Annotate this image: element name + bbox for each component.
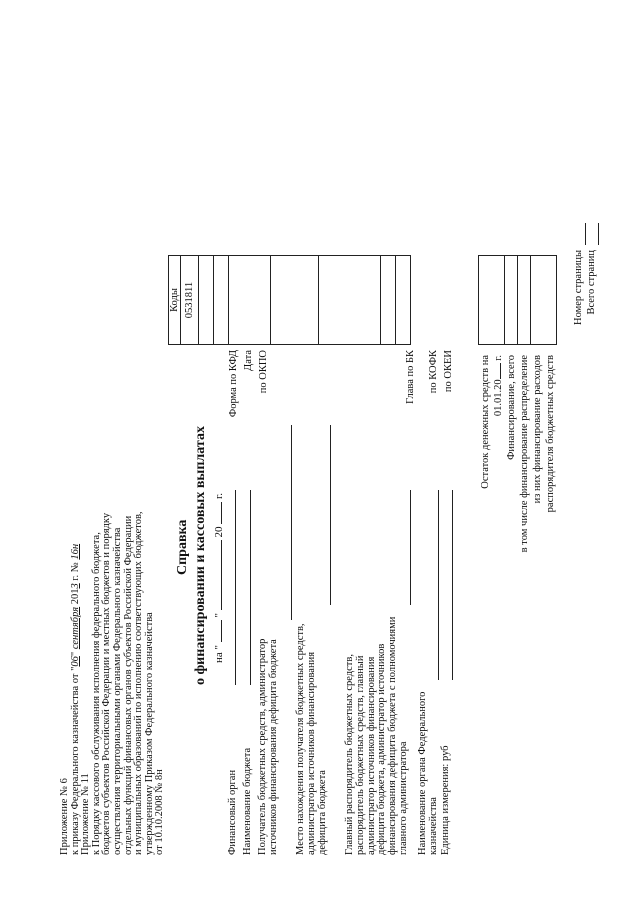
field-budget-name[interactable] — [250, 490, 251, 685]
code-okei[interactable] — [396, 256, 411, 345]
label-unit: Единица измерения: руб — [440, 745, 451, 855]
label-recipient: Получатель бюджетных средств, администратор источников финансирования дефицита бюджета — [257, 638, 279, 855]
label-okpo: по ОКПО — [258, 350, 269, 394]
label-financing-total: Финансирование, всего — [506, 355, 517, 460]
label-budget-name: Наименование бюджета — [242, 747, 253, 855]
date-day-blank[interactable] — [221, 620, 222, 642]
label-balance-date — [493, 355, 504, 525]
date-prefix: на " — [213, 644, 225, 663]
label-recipient-location: Место нахождения получателя бюджетных средств, администратора источников финансирования дефицита бюджета — [295, 623, 328, 855]
header-line: утвержденному Приказом Федерального казначейства — [143, 612, 155, 855]
label-kofk: по КОФК — [428, 350, 439, 394]
label-date: Дата — [243, 350, 254, 371]
date-suffix: г. — [213, 492, 225, 499]
label-treasury-body: Наименование органа Федерального казначейства — [417, 691, 439, 855]
label-chief-manager: Главный распорядитель бюджетных средств, распорядитель бюджетных средств, главный администратор источников финансирования дефицита бюджета, администратор источников финансирования дефицита бюджета с полномочиями главного администратора — [344, 616, 409, 855]
code-empty-2[interactable] — [271, 256, 319, 345]
header-line: от 10.10.2008 № 8н — [154, 769, 166, 855]
codes-table — [168, 255, 411, 345]
cell-including[interactable] — [518, 256, 531, 345]
date-year: 20 — [213, 526, 225, 538]
label-bk-head: Глава по БК — [405, 350, 416, 404]
report-date-line — [213, 493, 225, 663]
order-month: сентября — [69, 606, 81, 650]
field-chief-manager[interactable] — [410, 490, 411, 605]
document-subtitle: о финансировании и кассовых выплатах — [193, 426, 208, 685]
appendix-header — [60, 255, 166, 855]
balance-year-blank[interactable] — [500, 363, 501, 379]
label-form-kfd: Форма по КФД — [228, 350, 239, 418]
header-line: осуществления территориальными органами Федерального казначейства — [111, 527, 123, 855]
label-okei: по ОКЕИ — [443, 350, 454, 393]
field-recipient[interactable] — [291, 425, 292, 620]
balance-date-suffix: г. — [493, 355, 504, 361]
field-page-number[interactable] — [585, 223, 586, 245]
field-financial-body[interactable] — [235, 490, 236, 685]
field-total-pages[interactable] — [598, 223, 599, 245]
header-line: и муниципальных образований по исполнению соответствующих бюджетов, — [133, 511, 145, 855]
order-g: г. № — [69, 559, 81, 584]
balance-date-prefix: 01.01.20 — [493, 379, 504, 417]
codes-header: Коды — [169, 256, 181, 345]
cell-financing-total[interactable] — [505, 256, 518, 345]
label-manager-expenses: распорядителя бюджетных средств — [545, 355, 556, 513]
header-order-line: к приказу Федерального казначейства от "06" сентября 2013 г. № 16н — [69, 543, 81, 855]
label-including: в том числе финансирование распределение — [519, 355, 530, 553]
label-balance: Остаток денежных средств на — [480, 355, 491, 489]
code-kofk[interactable] — [381, 256, 396, 345]
label-of-which: из них финансирование расходов — [532, 355, 543, 504]
header-line: отдельных функций финансовых органов субъектов Российской Федерации — [122, 515, 134, 855]
label-total-pages: Всего страниц — [586, 250, 597, 315]
order-year-digit: 3 — [69, 583, 81, 589]
order-day: 06 — [69, 656, 81, 667]
document-title: Справка — [175, 519, 190, 575]
code-empty-1[interactable] — [229, 256, 271, 345]
field-recipient-location[interactable] — [330, 425, 331, 605]
cell-manager-expenses[interactable] — [531, 256, 557, 345]
cell-balance[interactable] — [479, 256, 505, 345]
code-form-kfd[interactable]: 0531811 — [181, 256, 199, 345]
date-quote: " — [213, 612, 225, 618]
header-line: к приказу Федерального казначейства от " — [69, 666, 81, 855]
label-page-number: Номер страницы — [573, 250, 584, 326]
lower-codes-table — [478, 255, 557, 345]
header-line: Приложение № 6 — [59, 778, 70, 855]
order-number: 16н — [69, 543, 81, 560]
field-unit[interactable] — [452, 490, 453, 680]
field-treasury-body[interactable] — [438, 490, 439, 680]
header-line: Приложение № 11 — [80, 773, 92, 855]
code-okpo[interactable] — [214, 256, 229, 345]
header-line: бюджетов субъектов Российской Федерации и местных бюджетов и порядку — [101, 512, 113, 855]
label-financial-body: Финансовый орган — [227, 769, 238, 855]
date-year-blank[interactable] — [221, 502, 222, 524]
code-date[interactable] — [199, 256, 214, 345]
order-year: 201 — [69, 588, 81, 605]
header-line: к Порядку кассового обслуживания исполнения федерального бюджета, — [90, 532, 102, 855]
date-month-blank[interactable] — [221, 540, 222, 610]
code-bk-head[interactable] — [319, 256, 381, 345]
